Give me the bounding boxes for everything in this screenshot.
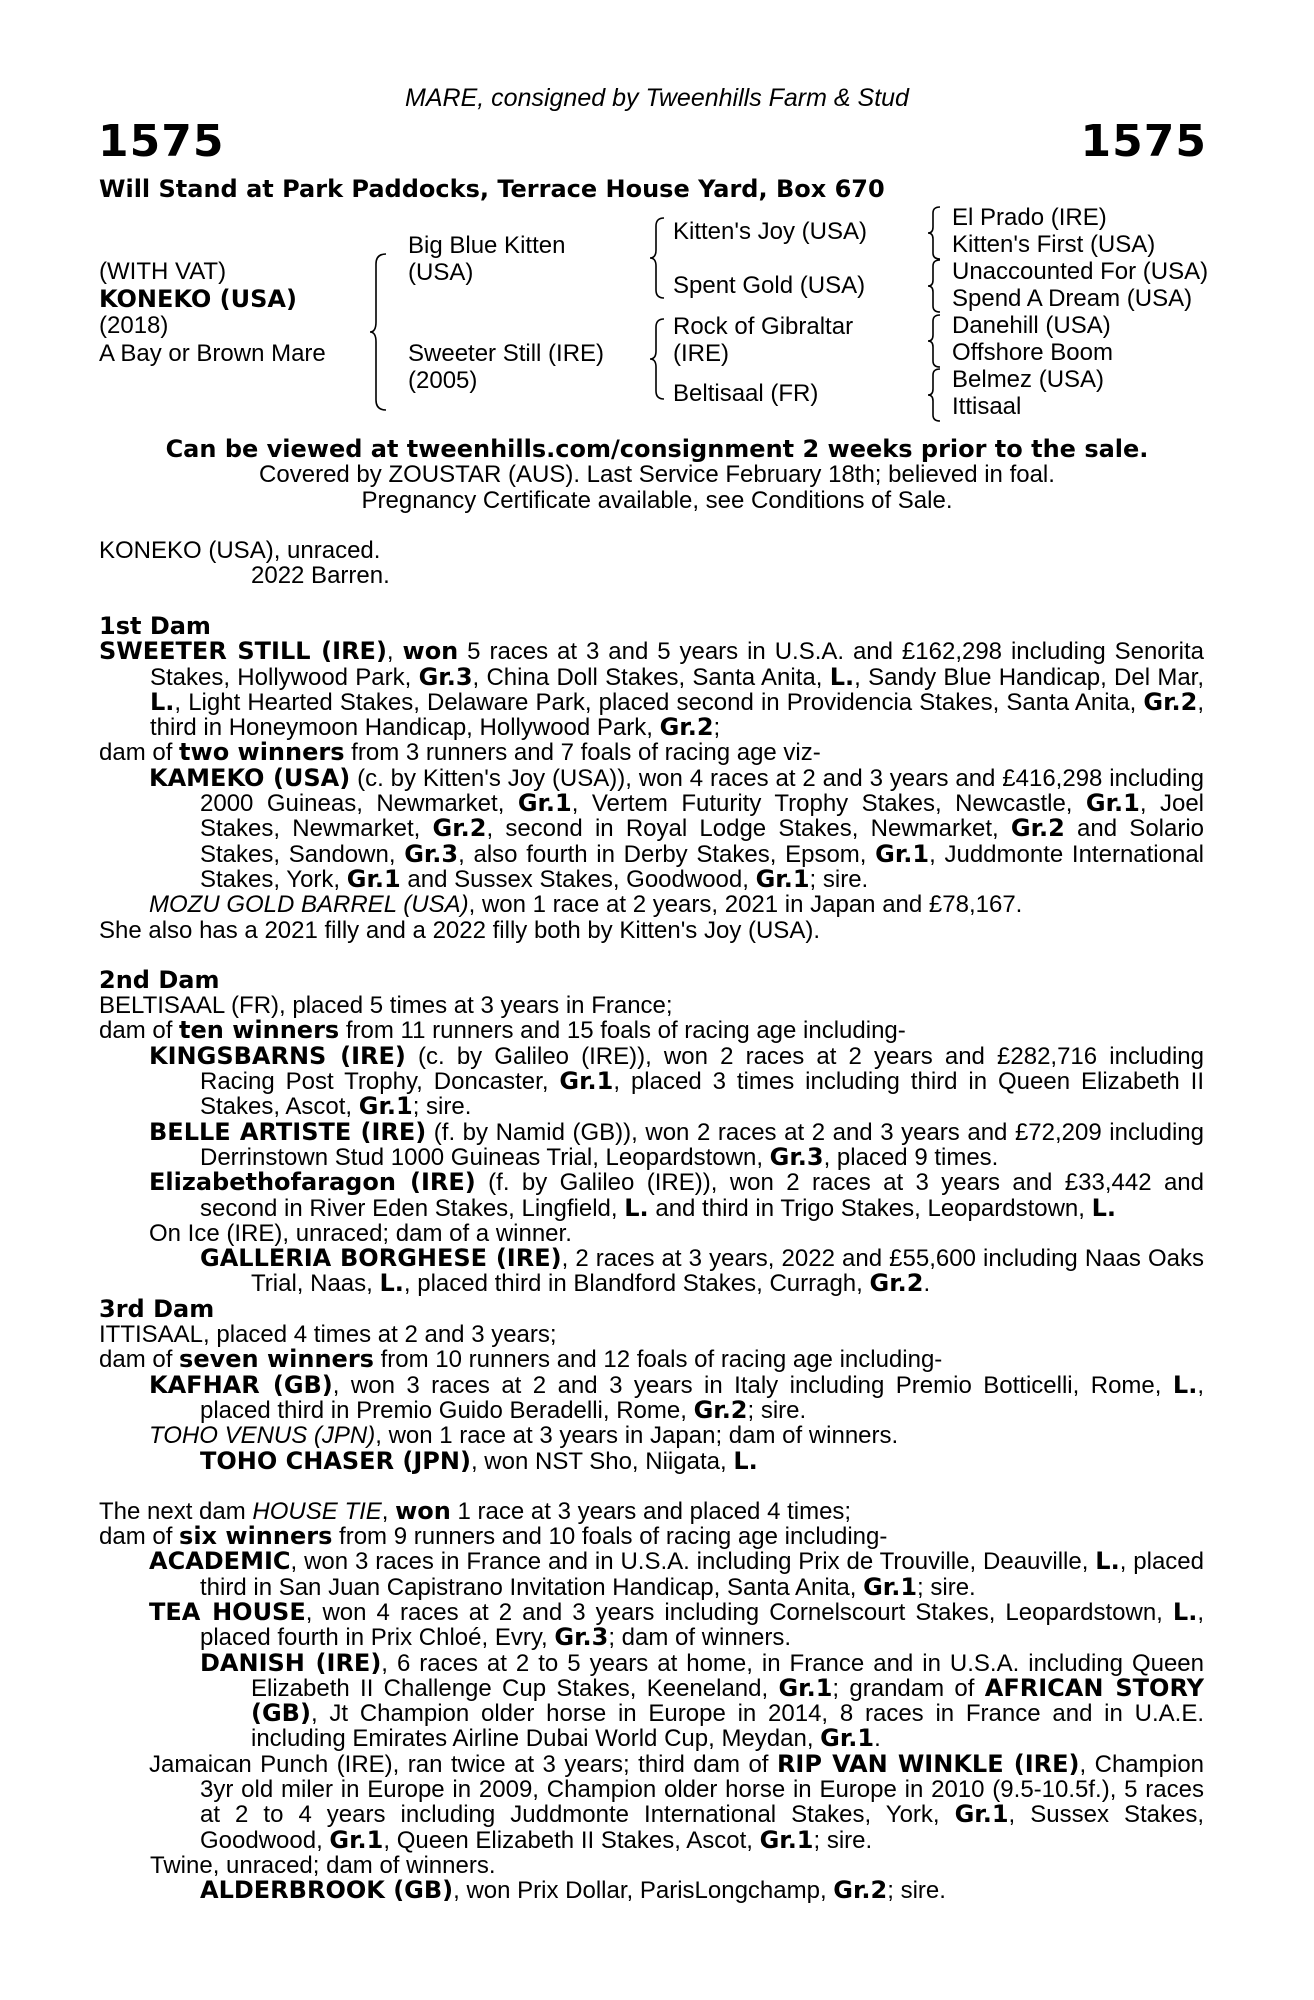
viewing-note: Can be viewed at tweenhills.com/consignment 2 weeks prior to the sale. bbox=[165, 435, 1149, 463]
alderbrook-record: ALDERBROOK (GB), won Prix Dollar, ParisLongchamp, Gr.2; sire. bbox=[200, 1876, 946, 1905]
on-ice-record: On Ice (IRE), unraced; dam of a winner. bbox=[149, 1219, 572, 1247]
galleria-record: GALLERIA BORGHESE (IRE), 2 races at 3 years, 2022 and £55,600 including Naas Oaks Trial, Naas, L., placed third in Blandford Stakes, Curragh, Gr.2. bbox=[200, 1244, 1204, 1298]
second-dam-produce: dam of ten winners from 11 runners and 15 foals of racing age including- bbox=[99, 1016, 906, 1045]
certificate-note: Pregnancy Certificate available, see Conditions of Sale. bbox=[361, 487, 953, 514]
tea-house-record: TEA HOUSE, won 4 races at 2 and 3 years including Cornelscourt Stakes, Leopardstown, L., placed fourth in Prix Chloé, Evry, Gr.3; dam of winners. bbox=[149, 1597, 1205, 1652]
ggdam-4: Ittisaal bbox=[952, 393, 1022, 420]
first-dam-also: She also has a 2021 filly and a 2022 filly both by Kitten's Joy (USA). bbox=[99, 916, 820, 944]
belle-artiste-record: BELLE ARTISTE (IRE) (f. by Namid (GB)), won 2 races at 2 and 3 years and £72,209 including Derrinstown Stud 1000 Guineas Trial, Leopardstown, Gr.3, placed 9 times. bbox=[149, 1117, 1204, 1171]
sire-name: Big Blue Kitten bbox=[408, 232, 566, 259]
third-dam-produce: dam of seven winners from 10 runners and 12 foals of racing age including- bbox=[99, 1345, 943, 1374]
dam-year: (2005) bbox=[408, 367, 478, 394]
dam-sire-country: (IRE) bbox=[673, 340, 729, 367]
second-dam-heading: 2nd Dam bbox=[99, 965, 220, 994]
ggsire-1: El Prado (IRE) bbox=[952, 204, 1107, 231]
foaling-year: (2018) bbox=[99, 312, 169, 339]
brace-col2-top bbox=[648, 216, 670, 300]
lot-number-left: 1575 bbox=[98, 116, 225, 167]
covering-note: Covered by ZOUSTAR (AUS). Last Service February 18th; believed in foal. bbox=[259, 461, 1055, 488]
ggsire-4: Belmez (USA) bbox=[952, 366, 1105, 393]
brace-col3-3 bbox=[926, 313, 946, 369]
third-dam-heading: 3rd Dam bbox=[99, 1294, 215, 1323]
sire-country: (USA) bbox=[408, 259, 474, 286]
ggsire-3: Danehill (USA) bbox=[952, 312, 1111, 339]
kameko-record: KAMEKO (USA) (c. by Kitten's Joy (USA)), won 4 races at 2 and 3 years and £416,298 including 2000 Guineas, Newmarket, Gr.1, Vertem Futurity Trophy Stakes, Newcastle, Gr.1, Joel Stakes, Newmarket, Gr.2, second in Royal Lodge Stakes, Newmarket, Gr.2 and Solario Stakes, Sandown, Gr.3, also fourth in Derby Stakes, Epsom, Gr.1, Juddmonte International Stakes, York, Gr.1 and Sussex Stakes, Goodwood, Gr.1; sire. bbox=[149, 763, 1205, 893]
jamaican-punch-record: Jamaican Punch (IRE), ran twice at 3 years; third dam of RIP VAN WINKLE (IRE), Champion 3yr old miler in Europe in 2009, Champion older horse in Europe in 2010 (9.5-10.5f.), 5 races at 2 to 4 years including Juddmonte International Stakes, York, Gr.1, Sussex Stakes, Goodwood, Gr.1, Queen Elizabeth II Stakes, Ascot, Gr.1; sire. bbox=[149, 1749, 1205, 1854]
academic-record: ACADEMIC, won 3 races in France and in U.S.A. including Prix de Trouville, Deauville, L., placed third in San Juan Capistrano Invitation Handicap, Santa Anita, Gr.1; sire. bbox=[149, 1547, 1204, 1601]
brace-col3-1 bbox=[926, 205, 946, 261]
consignor-line: MARE, consigned by Tweenhills Farm & Stud bbox=[405, 84, 909, 112]
ggdam-1: Kitten's First (USA) bbox=[952, 231, 1156, 258]
dam-section bbox=[99, 614, 1204, 1904]
horse-name: KONEKO (USA) bbox=[99, 285, 297, 313]
toho-venus-record: TOHO VENUS (JPN), won 1 race at 3 years in Japan; dam of winners. bbox=[149, 1422, 899, 1450]
elizabethofaragon-record: Elizabethofaragon (IRE) (f. by Galileo (IRE)), won 2 races at 3 years and £33,442 and second in River Eden Stakes, Lingfield, L. and third in Trigo Stakes, Leopardstown, L. bbox=[149, 1168, 1204, 1222]
dam-sire: Rock of Gibraltar bbox=[673, 313, 854, 340]
first-dam-record: SWEETER STILL (IRE), won 5 races at 3 and 5 years in U.S.A. and £162,298 including Senorita Stakes, Hollywood Park, Gr.3, China Doll Stakes, Santa Anita, L., Sandy Blue Handicap, Del Mar, L., Light Hearted Stakes, Delaware Park, placed second in Providencia Stakes, Santa Anita, Gr.2, third in Honeymoon Handicap, Hollywood Park, Gr.2; bbox=[99, 637, 1205, 742]
record-line: KONEKO (USA), unraced. bbox=[99, 537, 381, 564]
second-dam-record: BELTISAAL (FR), placed 5 times at 3 years in France; bbox=[99, 992, 673, 1020]
toho-chaser-record: TOHO CHASER (JPN), won NST Sho, Niigata, L. bbox=[200, 1446, 758, 1475]
brace-col1 bbox=[368, 252, 392, 412]
brace-col3-2 bbox=[926, 258, 946, 314]
stand-location: Will Stand at Park Paddocks, Terrace House Yard, Box 670 bbox=[99, 175, 885, 203]
produce-record bbox=[99, 538, 1204, 589]
third-dam-record: ITTISAAL, placed 4 times at 2 and 3 years; bbox=[99, 1321, 557, 1349]
danish-record: DANISH (IRE), 6 races at 2 to 5 years at home, in France and in U.S.A. including Queen Elizabeth II Challenge Cup Stakes, Keeneland, Gr.1; grandam of AFRICAN STORY (GB), Jt Champion older horse in Europe in 2014, 8 races in France and in U.A.E. including Emirates Airline Dubai World Cup, Meydan, Gr.1. bbox=[200, 1648, 1205, 1753]
kafhar-record: KAFHAR (GB), won 3 races at 2 and 3 years in Italy including Premio Botticelli, Rome, L., placed third in Premio Guido Beradelli, Rome, Gr.2; sire. bbox=[149, 1370, 1204, 1424]
twine-record: Twine, unraced; dam of winners. bbox=[150, 1851, 496, 1879]
kingsbarns-record: KINGSBARNS (IRE) (c. by Galileo (IRE)), won 2 races at 2 years and £282,716 including Racing Post Trophy, Doncaster, Gr.1, placed 3 times including third in Queen Elizabeth II Stakes, Ascot, Gr.1; sire. bbox=[149, 1041, 1204, 1121]
brace-col3-4 bbox=[926, 367, 946, 423]
first-dam-heading: 1st Dam bbox=[99, 612, 211, 640]
next-dam-produce: dam of six winners from 9 runners and 10 foals of racing age including- bbox=[99, 1522, 888, 1551]
sire-dam: Spent Gold (USA) bbox=[673, 272, 866, 299]
lot-number-right: 1575 bbox=[1080, 116, 1207, 167]
dam-dam: Beltisaal (FR) bbox=[673, 380, 819, 407]
brace-col2-bottom bbox=[648, 317, 670, 401]
mozu-record: MOZU GOLD BARREL (USA), won 1 race at 2 years, 2021 in Japan and £78,167. bbox=[149, 891, 1023, 919]
record-line: 2022 Barren. bbox=[251, 562, 390, 590]
ggdam-3: Offshore Boom bbox=[952, 339, 1113, 366]
ggdam-2: Spend A Dream (USA) bbox=[952, 285, 1193, 312]
first-dam-produce: dam of two winners from 3 runners and 7 foals of racing age viz- bbox=[99, 738, 821, 767]
horse-description: A Bay or Brown Mare bbox=[99, 340, 326, 367]
dam-name: Sweeter Still (IRE) bbox=[408, 340, 605, 367]
vat-note: (WITH VAT) bbox=[99, 258, 227, 285]
ggsire-2: Unaccounted For (USA) bbox=[952, 258, 1209, 285]
next-dam-record: The next dam HOUSE TIE, won 1 race at 3 years and placed 4 times; bbox=[99, 1496, 852, 1525]
sire-sire: Kitten's Joy (USA) bbox=[673, 218, 867, 245]
